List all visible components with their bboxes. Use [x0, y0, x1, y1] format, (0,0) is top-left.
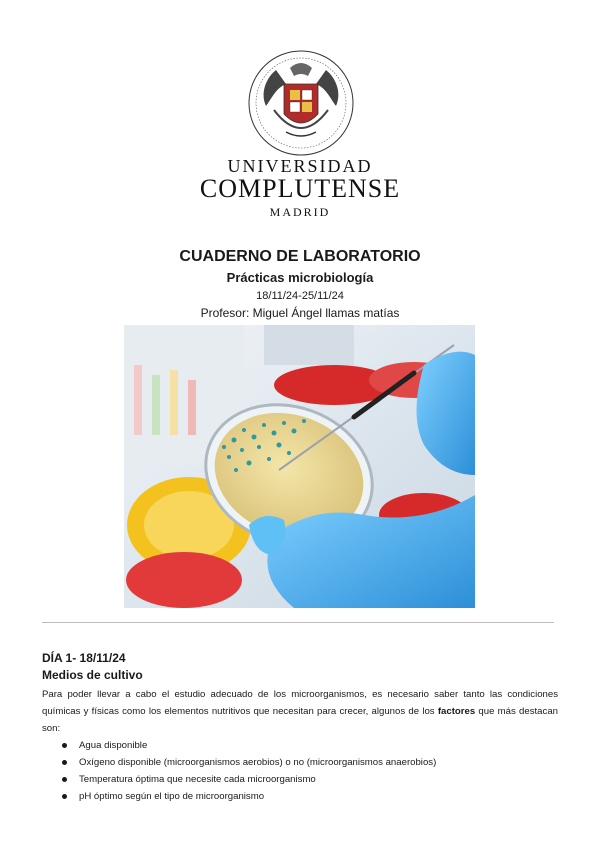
document-title: CUADERNO DE LABORATORIO [179, 248, 421, 265]
university-city: MADRID [269, 205, 331, 219]
section-divider [42, 622, 554, 623]
factors-list [62, 737, 436, 805]
petri-dish-photo [124, 325, 475, 608]
university-crest-icon [246, 48, 356, 158]
section-heading: Medios de cultivo [42, 668, 143, 682]
document-subtitle: Prácticas microbiología [226, 270, 374, 285]
university-name-line1: UNIVERSIDAD [227, 156, 373, 176]
list-item: pH óptimo según el tipo de microorganismo [62, 788, 436, 805]
university-name-line2: COMPLUTENSE [199, 174, 401, 203]
list-item: Agua disponible [62, 737, 436, 754]
list-item: Oxígeno disponible (microorganismos aerobios) o no (microorganismos anaerobios) [62, 754, 436, 771]
paragraph-text-start: Para poder llevar a cabo el estudio adecuado de los microorganismos, es necesario saber tanto las condiciones químicas y físicas como los elementos nutritivos que necesitan para crecer, algunos de los [42, 689, 558, 717]
list-item: Temperatura óptima que necesite cada microorganismo [62, 771, 436, 788]
paragraph-text-end: que más destacan son: [42, 706, 558, 734]
date-range: 18/11/24-25/11/24 [256, 290, 344, 302]
paragraph-bold-term: factores [437, 706, 476, 717]
intro-paragraph [42, 686, 558, 737]
day-heading: DÍA 1- 18/11/24 [42, 651, 126, 665]
professor-name: Profesor: Miguel Ángel llamas matías [200, 306, 400, 320]
